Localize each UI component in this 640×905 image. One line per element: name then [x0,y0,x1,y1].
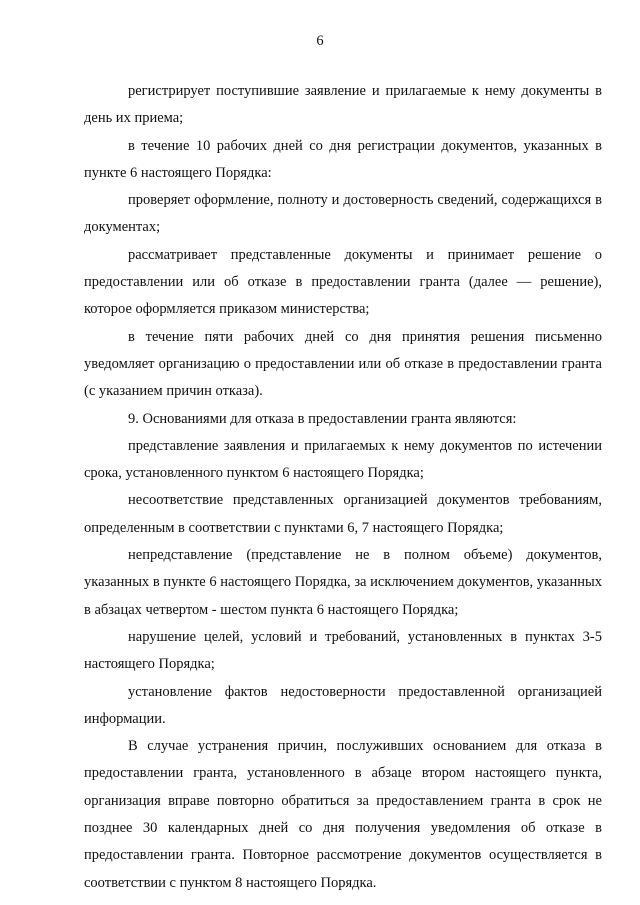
paragraph-section-9-heading: 9. Основаниями для отказа в предоставлении гранта являются: [128,410,517,427]
paragraph-notifies: в течение пяти рабочих дней со дня принятия решения письменно уведомляет организацию о предоставлении или об отказе в предоставлении гранта (с указанием причин отказа). [84,328,602,400]
paragraph-late-submission: представление заявления и прилагаемых к нему документов по истечении срока, установленного пунктом 6 настоящего Порядка; [84,437,602,482]
paragraph-nonsubmission: непредставление (представление не в полном объеме) документов, указанных в пункте 6 настоящего Порядка, за исключением документов, указанных в абзацах четвертом - шестом пункта 6 настоящего Порядка; [84,547,602,618]
paragraph-inaccuracy: установление фактов недостоверности предоставленной организацией информации. [84,683,602,727]
document-body [84,78,602,897]
paragraph-ten-days: в течение 10 рабочих дней со дня регистрации документов, указанных в пункте 6 настоящего Порядка: [84,137,602,181]
paragraph-violation: нарушение целей, условий и требований, установленных в пунктах 3-5 настоящего Порядка; [84,628,602,673]
paragraph-resubmission: В случае устранения причин, послуживших основанием для отказа в предоставлении гранта, установленного в абзаце втором настоящего пункта, организация вправе повторно обратиться за предоставлением гранта в срок не позднее 30 календарных дней со дня получения уведомления об отказе в предоставлении гранта. Повторное рассмотрение документов осуществляется в соответствии с пунктом 8 настоящего Порядка. [84,738,602,891]
paragraph-reviews: рассматривает представленные документы и принимает решение о предоставлении или об отказе в предоставлении гранта (далее — решение), которое оформляется приказом министерства; [84,246,602,318]
page-number: 6 [316,33,324,49]
paragraph-registration: регистрирует поступившие заявление и прилагаемые к нему документы в день их приема; [84,83,602,127]
paragraph-checks: проверяет оформление, полноту и достоверность сведений, содержащихся в документах; [84,192,602,236]
paragraph-nonconformity: несоответствие представленных организацией документов требованиям, определенным в соответствии с пунктами 6, 7 настоящего Порядка; [84,492,602,536]
